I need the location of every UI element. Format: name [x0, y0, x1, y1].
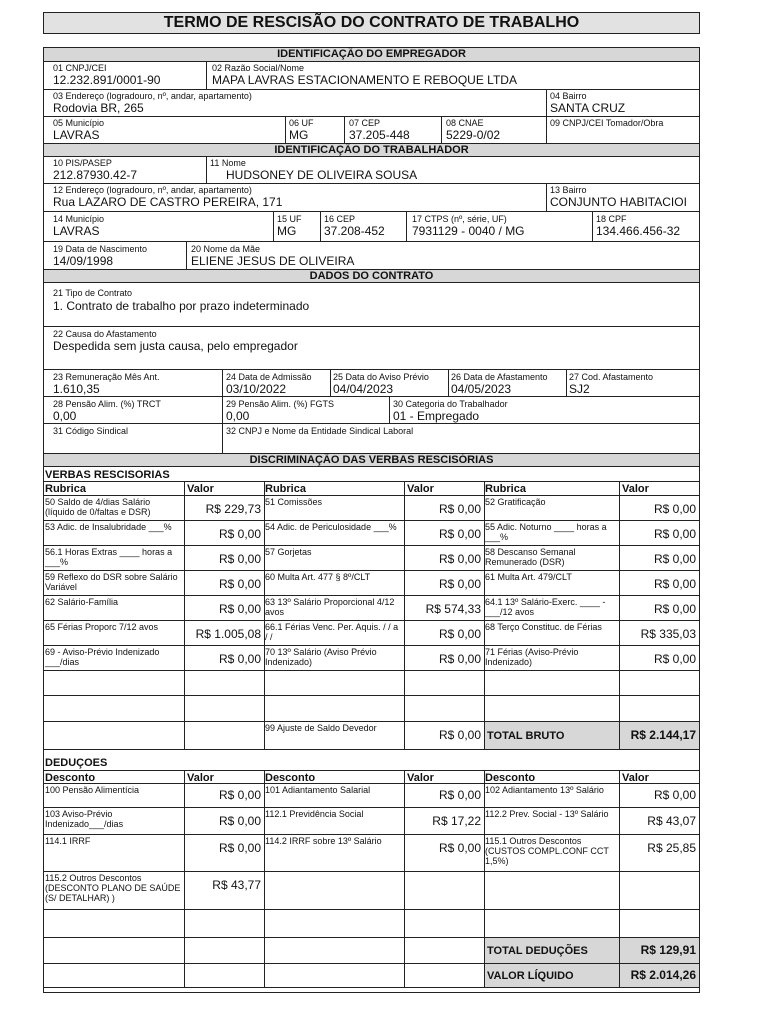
notice-date-value: 04/04/2023: [333, 382, 394, 396]
cpf-value: 134.466.456-32: [596, 224, 681, 238]
verbas-row-rubrica: 65 Férias Proporc 7/12 avos: [45, 622, 159, 632]
worker-name-label: 11 Nome: [210, 158, 246, 168]
verbas-section-header: DISCRIMINAÇÃO DAS VERBAS RESCISÓRIAS: [44, 453, 699, 467]
total-bruto-label: TOTAL BRUTO: [487, 730, 565, 742]
verbas-row-valor: R$ 229,73: [205, 502, 261, 516]
razao-social-value: MAPA LAVRAS ESTACIONAMENTO E REBOQUE LTDA: [212, 73, 517, 87]
verbas-row-rubrica: 55 Adic. Noturno ____ horas a ___%: [485, 522, 607, 542]
worker-category-value: 01 - Empregado: [393, 409, 480, 423]
pension-trct-value: 0,00: [53, 409, 77, 423]
verbas-row-rubrica: 52 Gratificação: [485, 497, 546, 507]
employer-uf-label: 06 UF: [289, 118, 314, 128]
employer-cep-value: 37.205-448: [349, 128, 410, 142]
verbas-row-valor: R$ 0,00: [438, 527, 481, 541]
verbas-row-valor: R$ 0,00: [653, 652, 696, 666]
employer-municipio-value: LAVRAS: [53, 128, 100, 142]
contract-section-header: DADOS DO CONTRATO: [44, 269, 699, 283]
verbas-row-rubrica: 69 - Aviso-Prévio Indenizado ___/dias: [45, 647, 160, 667]
deducoes-row-valor: R$ 0,00: [653, 788, 696, 802]
verbas-row-rubrica: 50 Saldo de 4/dias Salário (líquido de 0/faltas e DSR): [45, 497, 151, 517]
verbas-subheader: VERBAS RESCISORIAS: [45, 469, 170, 481]
separation-code-label: 27 Cod. Afastamento: [569, 372, 654, 382]
verbas-row-valor: R$ 0,00: [438, 502, 481, 516]
verbas-row-valor: R$ 0,00: [218, 602, 261, 616]
worker-uf-value: MG: [277, 224, 297, 238]
notice-date-label: 25 Data do Aviso Prévio: [333, 372, 429, 382]
birth-date-label: 19 Data de Nascimento: [53, 244, 148, 254]
dismissal-cause-label: 22 Causa do Afastamento: [53, 329, 157, 339]
deducoes-row-valor: R$ 0,00: [218, 788, 261, 802]
deducoes-row-valor: R$ 0,00: [438, 841, 481, 855]
worker-name-value: HUDSONEY DE OLIVEIRA SOUSA: [226, 168, 418, 182]
worker-municipio-label: 14 Município: [53, 214, 105, 224]
pis-label: 10 PIS/PASEP: [53, 158, 112, 168]
admission-date-label: 24 Data de Admissão: [226, 372, 312, 382]
total-bruto-value: R$ 2.144,17: [630, 728, 696, 742]
remuneration-value: 1.610,35: [53, 382, 100, 396]
worker-uf-label: 15 UF: [277, 214, 302, 224]
verbas-row-valor: R$ 0,00: [438, 652, 481, 666]
cpf-label: 18 CPF: [596, 214, 627, 224]
deducoes-row-rubrica: 112.2 Prev. Social - 13º Salário: [485, 809, 609, 819]
verbas-row-rubrica: 63 13º Salário Proporcional 4/12 avos: [265, 597, 395, 617]
deducoes-subheader: DEDUÇOES: [45, 757, 108, 769]
verbas-row-rubrica: 68 Terço Constituc. de Férias: [485, 622, 602, 632]
verbas-row-rubrica: 99 Ajuste de Saldo Devedor: [265, 723, 377, 733]
separation-date-value: 04/05/2023: [451, 382, 512, 396]
deducoes-row-valor: R$ 43,77: [212, 878, 261, 892]
contract-type-value: 1. Contrato de trabalho por prazo indeterminado: [53, 299, 310, 313]
pension-fgts-label: 29 Pensão Alim. (%) FGTS: [226, 399, 335, 409]
deducoes-row-rubrica: 115.2 Outros Descontos (DESCONTO PLANO DE SAÚDE (S/ DETALHAR) ): [45, 873, 181, 903]
razao-social-label: 02 Razão Social/Nome: [212, 63, 305, 73]
union-entity-label: 32 CNPJ e Nome da Entidade Sindical Laboral: [226, 426, 414, 436]
deducoes-col-header-valor: Valor: [407, 772, 434, 784]
verbas-col-header-valor: Valor: [407, 483, 434, 495]
worker-bairro-value: CONJUNTO HABITACIOI: [550, 196, 687, 209]
deducoes-row-valor: R$ 0,00: [438, 788, 481, 802]
employer-address-value: Rodovia BR, 265: [53, 101, 144, 115]
verbas-row-valor: R$ 0,00: [218, 527, 261, 541]
worker-municipio-value: LAVRAS: [53, 224, 100, 238]
employer-address-label: 03 Endereço (logradouro, nº, andar, apartamento): [53, 91, 252, 101]
verbas-row-valor: R$ 0,00: [653, 577, 696, 591]
verbas-row-valor: R$ 0,00: [653, 527, 696, 541]
pension-fgts-value: 0,00: [226, 409, 250, 423]
deducoes-row-valor: R$ 0,00: [218, 814, 261, 828]
verbas-row-valor: R$ 0,00: [653, 502, 696, 516]
employer-bairro-label: 04 Bairro: [550, 91, 587, 101]
deducoes-row-rubrica: 114.1 IRRF: [45, 836, 91, 846]
verbas-row-valor: R$ 1.005,08: [195, 627, 261, 641]
total-deducoes-value: R$ 129,91: [640, 943, 696, 957]
valor-liquido-label: VALOR LÍQUIDO: [487, 970, 574, 982]
verbas-row-rubrica: 61 Multa Art. 479/CLT: [485, 572, 572, 582]
deducoes-row-rubrica: 101 Adiantamento Salarial: [265, 785, 371, 795]
verbas-row-valor: R$ 0,00: [218, 577, 261, 591]
document-title: TERMO DE RESCISÃO DO CONTRATO DE TRABALHO: [43, 12, 700, 34]
verbas-row-valor: R$ 0,00: [653, 602, 696, 616]
deducoes-row-valor: R$ 43,07: [647, 814, 696, 828]
worker-address-value: Rua LAZARO DE CASTRO PEREIRA, 171: [53, 195, 283, 209]
verbas-row-valor: R$ 0,00: [653, 552, 696, 566]
employer-uf-value: MG: [289, 128, 309, 142]
separation-date-label: 26 Data de Afastamento: [451, 372, 548, 382]
verbas-row-rubrica: 64.1 13º Salário-Exerc. ____ - ___/12 avos: [485, 597, 606, 617]
contract-type-label: 21 Tipo de Contrato: [53, 288, 133, 298]
verbas-col-header-rubrica: Rubrica: [485, 483, 526, 495]
verbas-row-rubrica: 53 Adic. de Insalubridade ___%: [45, 522, 172, 532]
remuneration-label: 23 Remuneração Mês Ant.: [53, 372, 160, 382]
deducoes-row-valor: R$ 17,22: [432, 814, 481, 828]
valor-liquido-value: R$ 2.014,26: [630, 968, 696, 982]
mother-name-value: ELIENE JESUS DE OLIVEIRA: [191, 254, 355, 268]
deducoes-row-rubrica: 102 Adiantamento 13º Salário: [485, 785, 604, 795]
verbas-row-valor: R$ 574,33: [425, 602, 481, 616]
worker-bairro-label: 13 Bairro: [550, 185, 587, 195]
worker-category-label: 30 Categoria do Trabalhador: [393, 399, 508, 409]
deducoes-row-rubrica: 115.1 Outros Descontos (CUSTOS COMPL.CONF CCT 1,5%): [485, 836, 609, 866]
verbas-row-rubrica: 57 Gorjetas: [265, 547, 312, 557]
verbas-row-rubrica: 66.1 Férias Venc. Per. Aquis. / / a / /: [265, 622, 399, 642]
deducoes-row-valor: R$ 25,85: [647, 841, 696, 855]
deducoes-row-rubrica: 100 Pensão Alimentícia: [45, 785, 140, 795]
employer-cnae-value: 5229-0/02: [446, 128, 501, 142]
employer-cep-label: 07 CEP: [349, 118, 381, 128]
pis-value: 212.87930.42-7: [53, 168, 138, 182]
admission-date-value: 03/10/2022: [226, 382, 287, 396]
verbas-row-valor: R$ 0,00: [218, 552, 261, 566]
rescission-form: [43, 47, 700, 993]
verbas-row-valor: R$ 0,00: [438, 728, 481, 742]
deducoes-row-rubrica: 114.2 IRRF sobre 13º Salário: [265, 836, 382, 846]
dismissal-cause-value: Despedida sem justa causa, pelo empregador: [53, 339, 298, 353]
worker-address-label: 12 Endereço (logradouro, nº, andar, apartamento): [53, 185, 252, 195]
verbas-row-rubrica: 62 Salário-Família: [45, 597, 119, 607]
verbas-col-header-valor: Valor: [622, 483, 649, 495]
verbas-row-rubrica: 59 Reflexo do DSR sobre Salário Variável: [45, 572, 178, 592]
deducoes-col-header-valor: Valor: [622, 772, 649, 784]
verbas-row-valor: R$ 335,03: [640, 627, 696, 641]
employer-section-header: IDENTIFICAÇÃO DO EMPREGADOR: [44, 48, 699, 62]
cnpj-label: 01 CNPJ/CEI: [53, 63, 107, 73]
deducoes-row-valor: R$ 0,00: [218, 841, 261, 855]
birth-date-value: 14/09/1998: [53, 254, 114, 268]
verbas-col-header-rubrica: Rubrica: [45, 483, 86, 495]
verbas-row-rubrica: 60 Multa Art. 477 § 8º/CLT: [265, 572, 371, 582]
verbas-row-rubrica: 70 13º Salário (Aviso Prévio Indenizado): [265, 647, 377, 667]
verbas-row-rubrica: 51 Comissões: [265, 497, 323, 507]
ctps-label: 17 CTPS (nº, série, UF): [412, 214, 507, 224]
worker-cep-value: 37.208-452: [324, 224, 385, 238]
verbas-row-rubrica: 56.1 Horas Extras ____ horas a ___%: [45, 547, 173, 567]
union-code-label: 31 Código Sindical: [53, 426, 129, 436]
separation-code-value: SJ2: [569, 382, 590, 396]
verbas-row-valor: R$ 0,00: [438, 577, 481, 591]
cnpj-tomador-label: 09 CNPJ/CEI Tomador/Obra: [550, 118, 664, 128]
verbas-col-header-valor: Valor: [187, 483, 214, 495]
deducoes-row-rubrica: 103 Aviso-Prévio Indenizado___/dias: [45, 809, 124, 829]
total-deducoes-label: TOTAL DEDUÇÕES: [487, 945, 588, 957]
mother-name-label: 20 Nome da Mãe: [191, 244, 261, 254]
deducoes-col-header-valor: Valor: [187, 772, 214, 784]
worker-section-header: IDENTIFICAÇÃO DO TRABALHADOR: [44, 143, 699, 157]
verbas-row-rubrica: 54 Adic. de Periculosidade ___%: [265, 522, 397, 532]
ctps-value: 7931129 - 0040 / MG: [412, 224, 525, 238]
deducoes-col-header-rubrica: Desconto: [485, 772, 536, 784]
verbas-row-rubrica: 58 Descanso Semanal Remunerado (DSR): [485, 547, 576, 567]
worker-cep-label: 16 CEP: [324, 214, 356, 224]
employer-municipio-label: 05 Município: [53, 118, 105, 128]
cnpj-value: 12.232.891/0001-90: [53, 73, 161, 87]
verbas-row-valor: R$ 0,00: [438, 552, 481, 566]
verbas-row-rubrica: 71 Férias (Aviso-Prévio Indenizado): [485, 647, 579, 667]
deducoes-col-header-rubrica: Desconto: [265, 772, 316, 784]
pension-trct-label: 28 Pensão Alim. (%) TRCT: [53, 399, 161, 409]
deducoes-row-rubrica: 112.1 Previdência Social: [265, 809, 364, 819]
employer-bairro-value: SANTA CRUZ: [550, 101, 626, 115]
employer-cnae-label: 08 CNAE: [446, 118, 484, 128]
deducoes-col-header-rubrica: Desconto: [45, 772, 96, 784]
verbas-row-valor: R$ 0,00: [438, 627, 481, 641]
verbas-col-header-rubrica: Rubrica: [265, 483, 306, 495]
verbas-row-valor: R$ 0,00: [218, 652, 261, 666]
